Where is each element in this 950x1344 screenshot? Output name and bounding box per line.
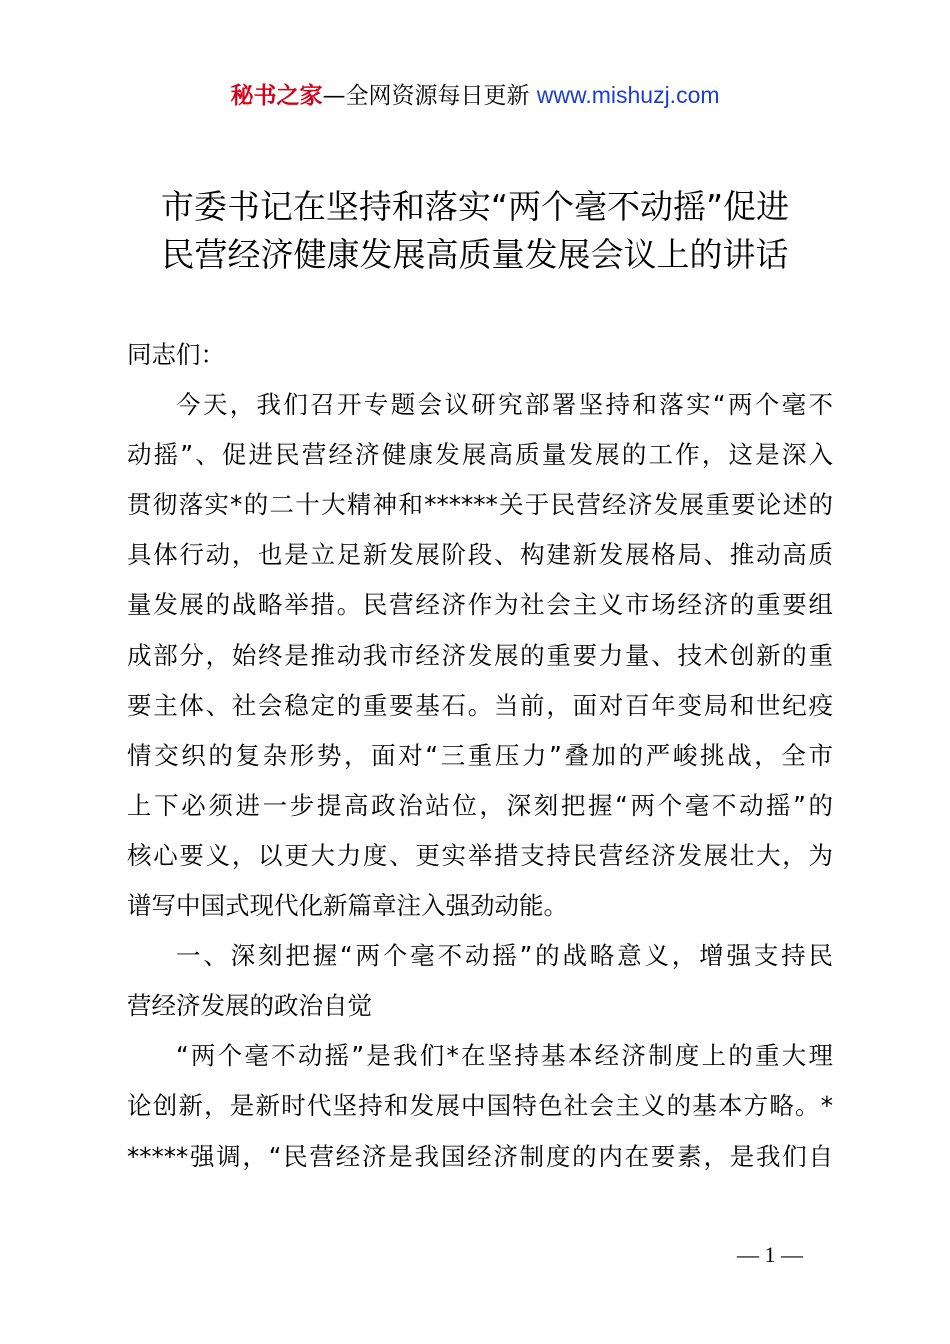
paragraph-line: 情交织的复杂形势，面对“三重压力”叠加的严峻挑战，全市: [127, 740, 833, 770]
document-title: [60, 183, 890, 279]
section-heading-line: 营经济发展的政治自觉: [127, 991, 372, 1021]
paragraph-line: 今天，我们召开专题会议研究部署坚持和落实“两个毫不: [176, 390, 833, 420]
paragraph-line: 量发展的战略举措。民营经济作为社会主义市场经济的重要组: [127, 590, 833, 620]
document-body: [127, 330, 833, 1182]
paragraph-line: 具体行动，也是立足新发展阶段、构建新发展格局、推动高质: [127, 540, 833, 570]
title-line-1: 市委书记在坚持和落实“两个毫不动摇”促进: [160, 187, 790, 226]
paragraph-line: 贯彻落实*的二十大精神和******关于民营经济发展重要论述的: [127, 490, 833, 520]
site-url-link[interactable]: www.mishuzj.com: [536, 82, 720, 108]
paragraph-line: 上下必须进一步提高政治站位，深刻把握“两个毫不动摇”的: [127, 790, 833, 820]
site-header: [0, 78, 950, 113]
paragraph-line: 论创新，是新时代坚持和发展中国特色社会主义的基本方略。*: [127, 1091, 833, 1121]
site-slogan: —全网资源每日更新: [322, 83, 537, 109]
page-number: — 1 —: [737, 1242, 803, 1267]
paragraph-line: 成部分，始终是推动我市经济发展的重要力量、技术创新的重: [127, 640, 833, 670]
salutation: 同志们：: [127, 340, 225, 369]
paragraph-line: “两个毫不动摇”是我们*在坚持基本经济制度上的重大理: [176, 1041, 833, 1071]
paragraph-line: 谱写中国式现代化新篇章注入强劲动能。: [127, 891, 568, 921]
paragraph-line: *****强调，“民营经济是我国经济制度的内在要素，是我们自: [127, 1141, 833, 1171]
section-heading-line: 一、深刻把握“两个毫不动摇”的战略意义，增强支持民: [176, 941, 833, 971]
site-brand: 秘书之家: [230, 83, 323, 109]
title-line-2: 民营经济健康发展高质量发展会议上的讲话: [161, 235, 789, 274]
paragraph-line: 动摇”、促进民营经济健康发展高质量发展的工作，这是深入: [127, 440, 833, 470]
paragraph-line: 核心要义，以更大力度、更实举措支持民营经济发展壮大，为: [127, 840, 833, 870]
paragraph-line: 要主体、社会稳定的重要基石。当前，面对百年变局和世纪疫: [127, 690, 833, 720]
